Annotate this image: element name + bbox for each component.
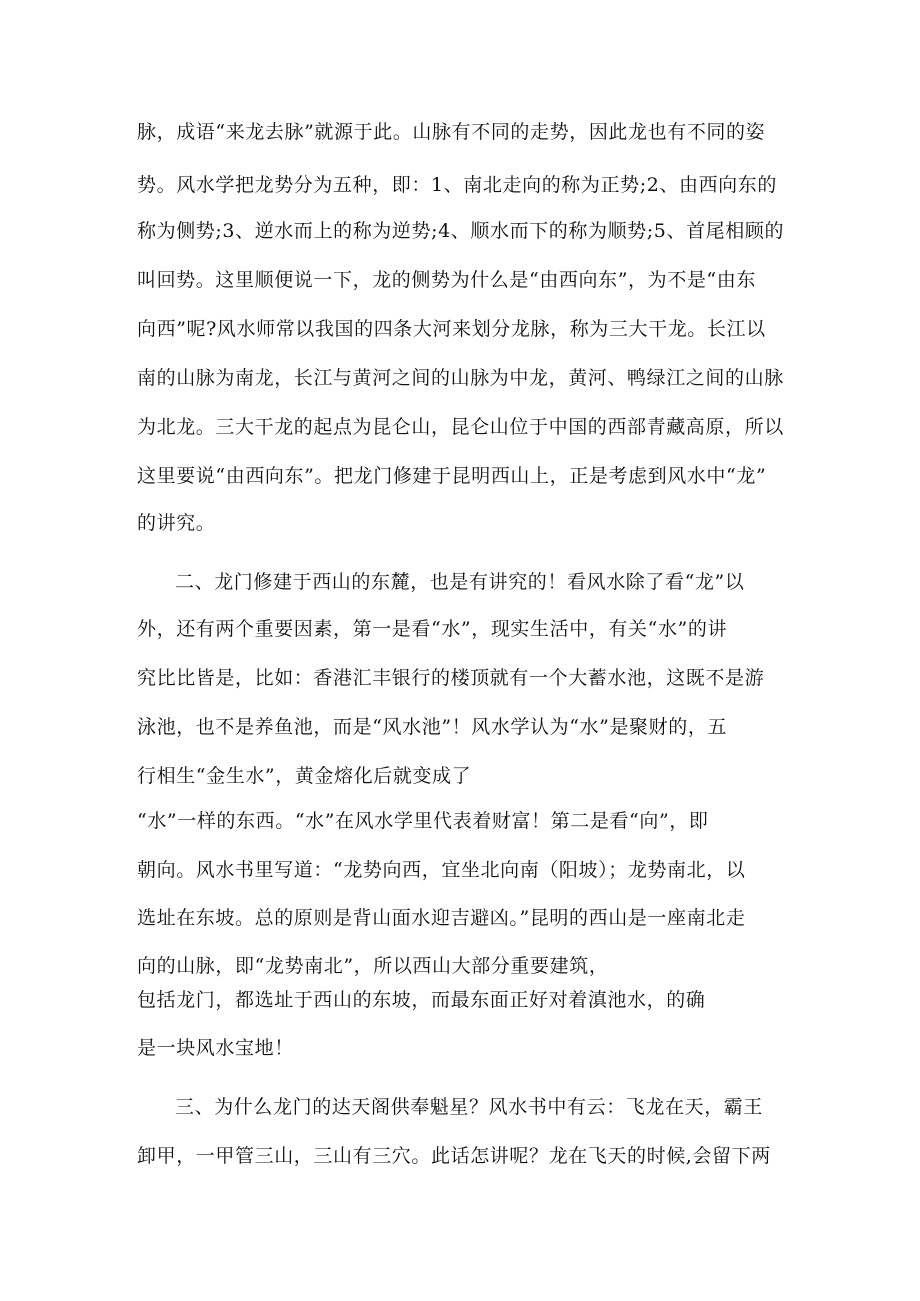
text-line: 势。风水学把龙势分为五种，即：1、南北走向的称为正势;2、由西向东的 <box>137 174 777 196</box>
text-line: 究比比皆是，比如：香港汇丰银行的楼顶就有一个大蓄水池，这既不是游 <box>137 667 765 689</box>
text-line: 行相生“金生水”，黄金熔化后就变成了 <box>137 765 472 787</box>
text-line: 向的山脉，即“龙势南北”，所以西山大部分重要建筑， <box>137 955 609 977</box>
text-line: 是一块风水宝地！ <box>137 1037 294 1059</box>
text-line: 的讲究。 <box>137 512 216 534</box>
text-line: 南的山脉为南龙，长江与黄河之间的山脉为中龙，黄河、鸭绿江之间的山脉 <box>137 367 784 389</box>
text-line: 泳池，也不是养鱼池，而是“风水池”！风水学认为“水”是聚财的，五 <box>137 716 728 738</box>
text-line: 叫回势。这里顺便说一下，龙的侧势为什么是“由西向东”，为不是“由东 <box>137 269 756 291</box>
text-line: 这里要说“由西向东”。把龙门修建于昆明西山上，正是考虑到风水中“龙” <box>137 465 767 487</box>
text-line: 选址在东坡。总的原则是背山面水迎吉避凶。”昆明的西山是一座南北走 <box>137 907 746 929</box>
text-line: 二、龙门修建于西山的东麓，也是有讲究的！看风水除了看“龙”以 <box>175 571 745 593</box>
text-line: 外，还有两个重要因素，第一是看“水”，现实生活中，有关“水”的讲 <box>137 618 728 640</box>
text-line: 三、为什么龙门的达天阁供奉魁星？风水书中有云：飞龙在天，霸王 <box>175 1096 764 1118</box>
text-line: 朝向。风水书里写道：“龙势向西，宜坐北向南（阳坡）；龙势南北，以 <box>137 859 746 881</box>
text-line: 向西”呢?风水师常以我国的四条大河来划分龙脉，称为三大干龙。长江以 <box>137 318 766 340</box>
text-line: 包括龙门，都选址于西山的东坡，而最东面正好对着滇池水，的确 <box>137 989 706 1011</box>
text-line: “水”一样的东西。“水”在风水学里代表着财富！第二是看“向”，即 <box>137 810 709 832</box>
text-line: 脉，成语“来龙去脉”就源于此。山脉有不同的走势，因此龙也有不同的姿 <box>137 121 766 143</box>
text-line: 为北龙。三大干龙的起点为昆仑山，昆仑山位于中国的西部青藏高原，所以 <box>137 416 784 438</box>
text-line: 卸甲，一甲管三山，三山有三穴。此话怎讲呢？龙在飞天的时候,会留下两 <box>137 1145 771 1167</box>
text-line: 称为侧势;3、逆水而上的称为逆势;4、顺水而下的称为顺势;5、首尾相顾的 <box>137 220 785 242</box>
